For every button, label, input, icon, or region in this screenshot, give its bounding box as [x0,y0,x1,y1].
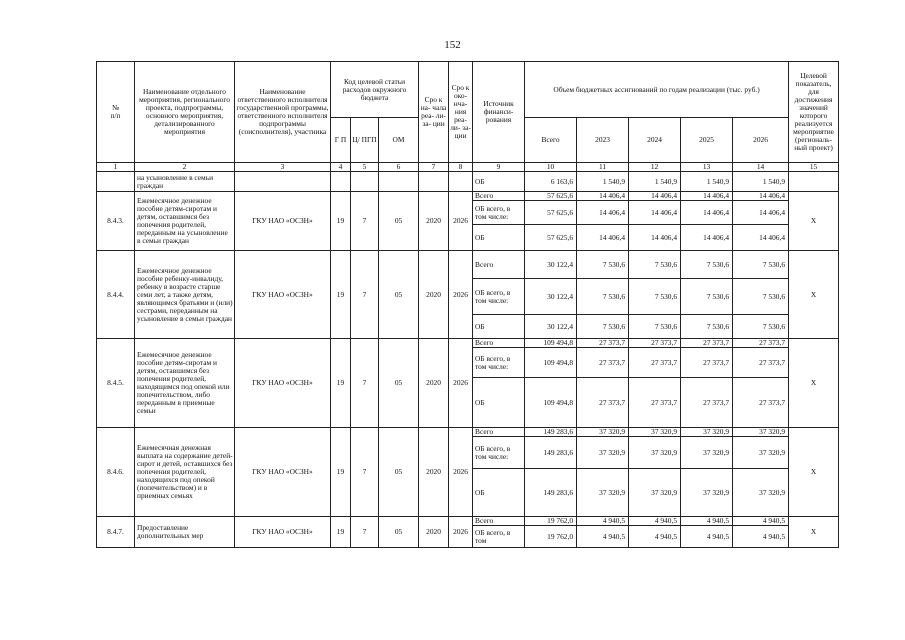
amount-2024: 4 940,5 [629,517,681,526]
amount-total: 19 762,0 [525,517,577,526]
col-number: 3 [235,163,331,172]
table-row [97,517,839,526]
amount-2024: 27 373,7 [629,348,681,378]
amount-2023: 14 406,4 [577,192,629,201]
amount-total: 57 625,6 [525,192,577,201]
header-indicator: Целевой показатель, для достижения значений которого реализуется мероприятие (региональ- ный проект) [789,62,839,163]
amount-2023: 27 373,7 [577,378,629,428]
header-start: Сро к на- чала реа- ли- за- ции [419,62,449,163]
amount-total: 30 122,4 [525,315,577,339]
amount-2023: 14 406,4 [577,225,629,251]
funding-source: ОБ всего, в том числе: [473,348,525,378]
executor: ГКУ НАО «ОСЗН» [235,251,331,339]
funding-source: Всего [473,428,525,437]
header-year-2026: 2026 [733,118,789,163]
amount-2024: 4 940,5 [629,526,681,548]
code-om: 05 [379,192,419,251]
amount-2026: 27 373,7 [733,339,789,348]
amount-2025: 27 373,7 [681,339,733,348]
amount-2023: 7 530,6 [577,315,629,339]
col-number: 11 [577,163,629,172]
row-number: 8.4.7. [97,517,135,548]
amount-2025: 37 320,9 [681,428,733,437]
amount-2026: 14 406,4 [733,201,789,225]
header-code-gp: Г П [331,118,351,163]
amount-total: 149 283,6 [525,469,577,517]
header-code-group: Код целевой статьи расходов окружного бюджета [331,62,419,118]
executor: ГКУ НАО «ОСЗН» [235,339,331,428]
amount-2025: 14 406,4 [681,225,733,251]
amount-2024: 27 373,7 [629,378,681,428]
row-number: 8.4.6. [97,428,135,517]
amount-2024: 37 320,9 [629,437,681,469]
start-year: 2020 [419,251,449,339]
amount-2024: 37 320,9 [629,469,681,517]
row-number: 8.4.4. [97,251,135,339]
amount-2025: 37 320,9 [681,437,733,469]
amount-2024: 14 406,4 [629,201,681,225]
header-event-name: Наименование отдельного мероприятия, регионального проекта, подпрограммы, основного мероприятия, детализированного мероприятия [135,62,235,163]
amount-2026: 7 530,6 [733,315,789,339]
code-ppg: 7 [351,339,379,428]
start-year: 2020 [419,517,449,548]
row-number: 8.4.3. [97,192,135,251]
amount-2024: 7 530,6 [629,251,681,279]
amount-2023: 37 320,9 [577,437,629,469]
amount-2025: 27 373,7 [681,378,733,428]
table-row [97,192,839,201]
start-year: 2020 [419,339,449,428]
col-number: 2 [135,163,235,172]
amount-2026: 4 940,5 [733,517,789,526]
amount-2025: 4 940,5 [681,526,733,548]
funding-source: ОБ [473,315,525,339]
funding-source: ОБ [473,378,525,428]
executor: ГКУ НАО «ОСЗН» [235,192,331,251]
funding-source: ОБ [473,172,525,192]
amount-2025: 4 940,5 [681,517,733,526]
amount-2026: 7 530,6 [733,251,789,279]
amount-2024: 14 406,4 [629,225,681,251]
header-num: № п/п [97,62,135,163]
amount-2023: 7 530,6 [577,279,629,315]
funding-source: Всего [473,251,525,279]
code-om: 05 [379,517,419,548]
amount-2025: 7 530,6 [681,251,733,279]
code-om: 05 [379,251,419,339]
amount-2023: 37 320,9 [577,428,629,437]
executor: ГКУ НАО «ОСЗН» [235,428,331,517]
table-row [97,172,839,192]
table-row [97,251,839,279]
amount-2026: 14 406,4 [733,192,789,201]
amount-2024: 37 320,9 [629,428,681,437]
amount-2026: 14 406,4 [733,225,789,251]
col-number: 13 [681,163,733,172]
funding-source: ОБ всего, в том числе: [473,437,525,469]
amount-total: 30 122,4 [525,251,577,279]
header-total: Всего [525,118,577,163]
event-name: Ежемесячное денежное пособие ребенку-инвалиду, ребенку в возрасте старше семи лет, а также детям, являющимся братьями и (или) сестрами, переданным на усыновление в семьи граждан [135,251,235,339]
col-number: 1 [97,163,135,172]
funding-source: ОБ [473,225,525,251]
target-indicator: Х [789,339,839,428]
target-indicator: Х [789,517,839,548]
col-number: 10 [525,163,577,172]
target-indicator: Х [789,428,839,517]
funding-source: Всего [473,339,525,348]
col-number: 15 [789,163,839,172]
amount-total: 19 762,0 [525,526,577,548]
header-year-2025: 2025 [681,118,733,163]
header-code-ppg: Ц/ ПГП [351,118,379,163]
amount-total: 57 625,6 [525,225,577,251]
header-code-om: ОМ [379,118,419,163]
target-indicator: Х [789,251,839,339]
amount-2025: 1 540,9 [681,172,733,192]
table-header [97,62,839,172]
amount-2026: 27 373,7 [733,348,789,378]
amount-2025: 37 320,9 [681,469,733,517]
column-number-row [97,163,839,172]
end-year: 2026 [449,428,473,517]
amount-total: 109 494,8 [525,339,577,348]
amount-2024: 7 530,6 [629,279,681,315]
code-gp: 19 [331,339,351,428]
code-gp: 19 [331,517,351,548]
funding-source: ОБ всего, в том числе: [473,279,525,315]
code-gp: 19 [331,192,351,251]
amount-total: 149 283,6 [525,428,577,437]
amount-total: 30 122,4 [525,279,577,315]
end-year: 2026 [449,192,473,251]
amount-2026: 4 940,5 [733,526,789,548]
code-ppg: 7 [351,192,379,251]
header-year-2024: 2024 [629,118,681,163]
code-om: 05 [379,339,419,428]
row-number: 8.4.5. [97,339,135,428]
col-number: 12 [629,163,681,172]
amount-2025: 27 373,7 [681,348,733,378]
end-year: 2026 [449,251,473,339]
amount-2025: 7 530,6 [681,315,733,339]
amount-2025: 14 406,4 [681,192,733,201]
amount-2023: 7 530,6 [577,251,629,279]
amount-2024: 14 406,4 [629,192,681,201]
table-row [97,339,839,348]
amount-2026: 37 320,9 [733,428,789,437]
col-number: 8 [449,163,473,172]
table-row [97,428,839,437]
header-end: Сро к око- нча- ния реа- ли- за- ции [449,62,473,163]
funding-source: ОБ [473,469,525,517]
page-number: 152 [444,39,461,51]
funding-source: ОБ всего, в том числе: [473,201,525,225]
event-name: Предоставление дополнительных мер [135,517,235,548]
amount-2023: 1 540,9 [577,172,629,192]
event-name: Ежемесячное денежное пособие детям-сиротам и детям, оставшимся без попечения родителей, находящимся под опекой или попечительством, либо переданным в приемные семьи [135,339,235,428]
header-year-2023: 2023 [577,118,629,163]
code-om: 05 [379,428,419,517]
amount-2025: 7 530,6 [681,279,733,315]
amount-total: 109 494,8 [525,348,577,378]
col-number: 9 [473,163,525,172]
event-name: Ежемесячное денежное пособие детям-сиротам и детям, оставшимся без попечения родителей, переданным на усыновление в семьи граждан [135,192,235,251]
amount-2023: 27 373,7 [577,339,629,348]
amount-2025: 14 406,4 [681,201,733,225]
amount-2023: 27 373,7 [577,348,629,378]
header-executor: Наименование ответственного исполнителя государственной программы, ответственного исполнителя подпрограммы (соисполнителя), участника [235,62,331,163]
end-year: 2026 [449,517,473,548]
col-number: 4 [331,163,351,172]
start-year: 2020 [419,192,449,251]
amount-total: 6 163,6 [525,172,577,192]
amount-2023: 37 320,9 [577,469,629,517]
event-name: на усыновление в семьи граждан [135,172,235,192]
executor: ГКУ НАО «ОСЗН» [235,517,331,548]
amount-2026: 37 320,9 [733,469,789,517]
header-volume-group: Объем бюджетных ассигнований по годам реализации (тыс. руб.) [525,62,789,118]
event-name: Ежемесячная денежная выплата на содержание детей-сирот и детей, оставшихся без попечения родителей, находящихся под опекой (попечительством) и в приемных семьях [135,428,235,517]
code-ppg: 7 [351,428,379,517]
amount-2023: 4 940,5 [577,526,629,548]
amount-total: 57 625,6 [525,201,577,225]
col-number: 14 [733,163,789,172]
amount-2026: 7 530,6 [733,279,789,315]
col-number: 6 [379,163,419,172]
amount-2023: 14 406,4 [577,201,629,225]
code-ppg: 7 [351,251,379,339]
amount-2023: 4 940,5 [577,517,629,526]
amount-2026: 1 540,9 [733,172,789,192]
code-gp: 19 [331,428,351,517]
code-gp: 19 [331,251,351,339]
target-indicator: Х [789,192,839,251]
start-year: 2020 [419,428,449,517]
col-number: 5 [351,163,379,172]
amount-2024: 27 373,7 [629,339,681,348]
code-ppg: 7 [351,517,379,548]
amount-2024: 7 530,6 [629,315,681,339]
header-source: Источник финанси- рования [473,62,525,163]
end-year: 2026 [449,339,473,428]
funding-source: ОБ всего, в том [473,526,525,548]
amount-total: 149 283,6 [525,437,577,469]
budget-table [96,61,839,548]
funding-source: Всего [473,192,525,201]
amount-2026: 27 373,7 [733,378,789,428]
amount-2026: 37 320,9 [733,437,789,469]
col-number: 7 [419,163,449,172]
amount-total: 109 494,8 [525,378,577,428]
funding-source: Всего [473,517,525,526]
amount-2024: 1 540,9 [629,172,681,192]
table-body [97,172,839,548]
